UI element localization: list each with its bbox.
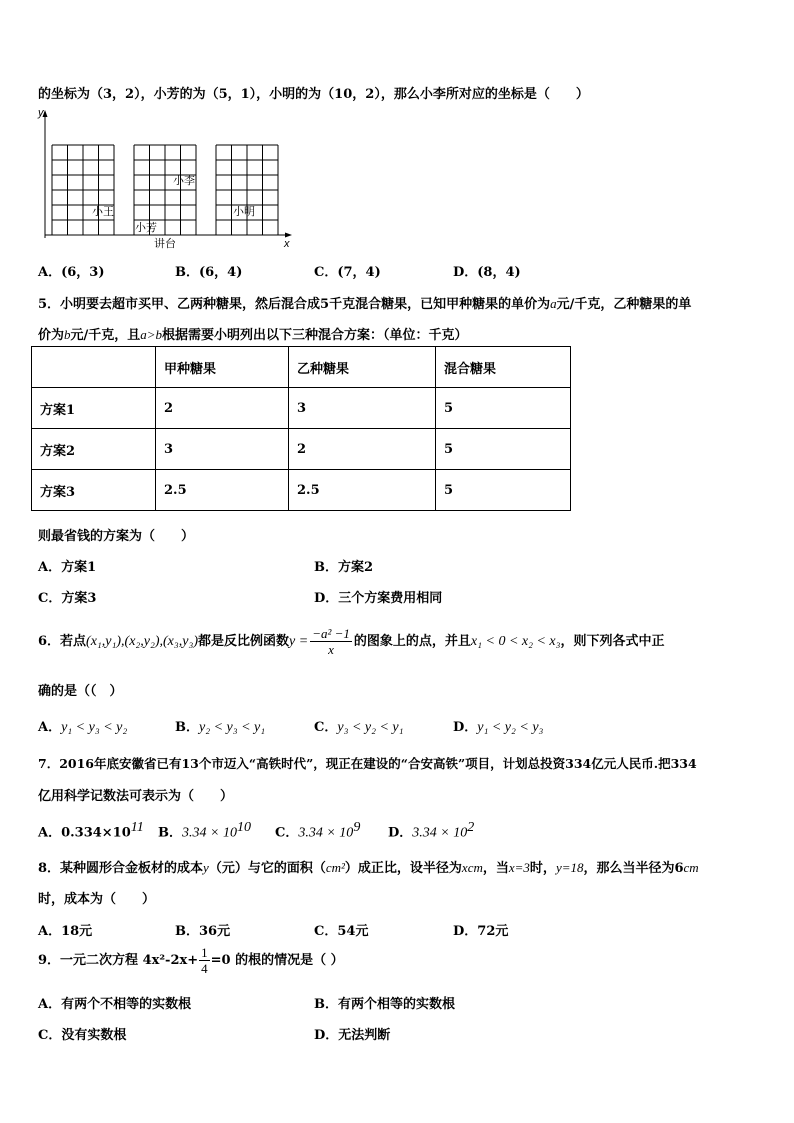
q4-option-a[interactable]: A．(6，3) (38, 265, 105, 280)
q9-stem: 9．一元二次方程 4x²-2x+ $\frac{1}{4}$ =0 的根的情况是（ ） (38, 945, 344, 976)
q8-option-b[interactable]: B．36元 (175, 924, 231, 939)
q6-option-a[interactable]: A．y₁ < y₃ < y₂ (38, 720, 128, 735)
table-cell: 2 (289, 429, 436, 470)
q5-line1: 5．小明要去超市买甲、乙两种糖果，然后混合成5千克混合糖果，已知甲种糖果的单价为a元/千克，乙种糖果的单 (38, 296, 692, 312)
table-row (32, 429, 571, 470)
table-cell: 5 (436, 470, 571, 511)
q5-plan-table (31, 346, 571, 511)
q7-option-a[interactable]: A．$0.334\times 10^{11}$ (38, 820, 144, 841)
table-cell: 方案2 (32, 429, 156, 470)
label-ming: 小明 (233, 206, 255, 218)
q5-after: 则最省钱的方案为（ ） (38, 529, 195, 544)
y-axis-label: y (38, 107, 44, 119)
table-cell: 3 (156, 429, 289, 470)
q8-option-a[interactable]: A．18元 (38, 924, 93, 939)
table-cell: 5 (436, 388, 571, 429)
label-fang: 小芳 (135, 222, 157, 234)
q6-option-c[interactable]: C．y₃ < y₂ < y₁ (314, 720, 404, 735)
table-cell: 2 (156, 388, 289, 429)
q5-line2: 价为b元/千克，且a>b根据需要小明列出以下三种混合方案：（单位：千克） (38, 327, 468, 343)
q4-option-b[interactable]: B．(6，4) (175, 265, 243, 280)
table-cell: 方案1 (32, 388, 156, 429)
q5-option-d[interactable]: D．三个方案费用相同 (314, 591, 443, 606)
q4-seating-figure (30, 100, 330, 250)
q7-option-c[interactable]: C．$3.34 \times 10^9$ (275, 820, 361, 841)
q6-option-d[interactable]: D．y₁ < y₂ < y₃ (453, 720, 544, 735)
q7-option-d[interactable]: D．$3.34 \times 10^2$ (388, 820, 475, 841)
q4-stem: 的坐标为（3，2），小芳的为（5，1），小明的为（10，2），那么小李所对应的坐标是（ ） (38, 87, 589, 102)
table-cell: 5 (436, 429, 571, 470)
q7-option-b[interactable]: B．$3.34 \times 10^{10}$ (158, 820, 251, 841)
q9-option-d[interactable]: D．无法判断 (314, 1028, 391, 1043)
table-row (32, 470, 571, 511)
table-header-cell: 甲种糖果 (156, 347, 289, 388)
table-cell: 3 (289, 388, 436, 429)
table-header-row (32, 347, 571, 388)
label-stage: 讲台 (154, 238, 176, 250)
q5-option-c[interactable]: C．方案3 (38, 591, 97, 606)
q5-option-a[interactable]: A．方案1 (38, 560, 97, 575)
q9-option-b[interactable]: B．有两个相等的实数根 (314, 997, 455, 1012)
x-axis-label: x (284, 238, 290, 250)
q8-option-d[interactable]: D．72元 (453, 924, 509, 939)
q8-line1: 8．某种圆形合金板材的成本y（元）与它的面积（cm²）成正比，设半径为xcm，当x=3时，y=18，那么当半径为6cm (38, 860, 699, 876)
table-cell: 2.5 (156, 470, 289, 511)
q6-line1: 6．若点(x₁,y₁),(x₂,y₂),(x₃,y₃)都是反比例函数y = $\frac{\text{−a² −1}}{x}$ 的图象上的点，并且x₁ < 0 < x₂ < x₃，则下列各式中正 (38, 626, 665, 657)
table-cell: 2.5 (289, 470, 436, 511)
q5-option-b[interactable]: B．方案2 (314, 560, 374, 575)
label-li: 小李 (173, 175, 195, 187)
q8-line2: 时，成本为（ ） (38, 892, 156, 907)
q7-line1: 7．2016年底安徽省已有13个市迈入“高铁时代”，现正在建设的“合安高铁”项目，计划总投资334亿元人民币.把334 (38, 756, 697, 771)
q8-option-c[interactable]: C．54元 (314, 924, 369, 939)
table-row (32, 388, 571, 429)
q6-line2: 确的是（（ ） (38, 684, 123, 699)
q6-option-b[interactable]: B．y₂ < y₃ < y₁ (175, 720, 266, 735)
q9-option-c[interactable]: C．没有实数根 (38, 1028, 127, 1043)
label-wang: 小王 (92, 206, 114, 218)
q4-option-c[interactable]: C．(7，4) (314, 265, 381, 280)
table-header-cell: 乙种糖果 (289, 347, 436, 388)
q9-option-a[interactable]: A．有两个不相等的实数根 (38, 997, 192, 1012)
q7-line2: 亿用科学记数法可表示为（ ） (38, 789, 234, 804)
seat-grids (52, 145, 278, 235)
table-header-cell: 混合糖果 (436, 347, 571, 388)
q4-option-d[interactable]: D．(8，4) (453, 265, 521, 280)
table-cell: 方案3 (32, 470, 156, 511)
table-header-cell (32, 347, 156, 388)
